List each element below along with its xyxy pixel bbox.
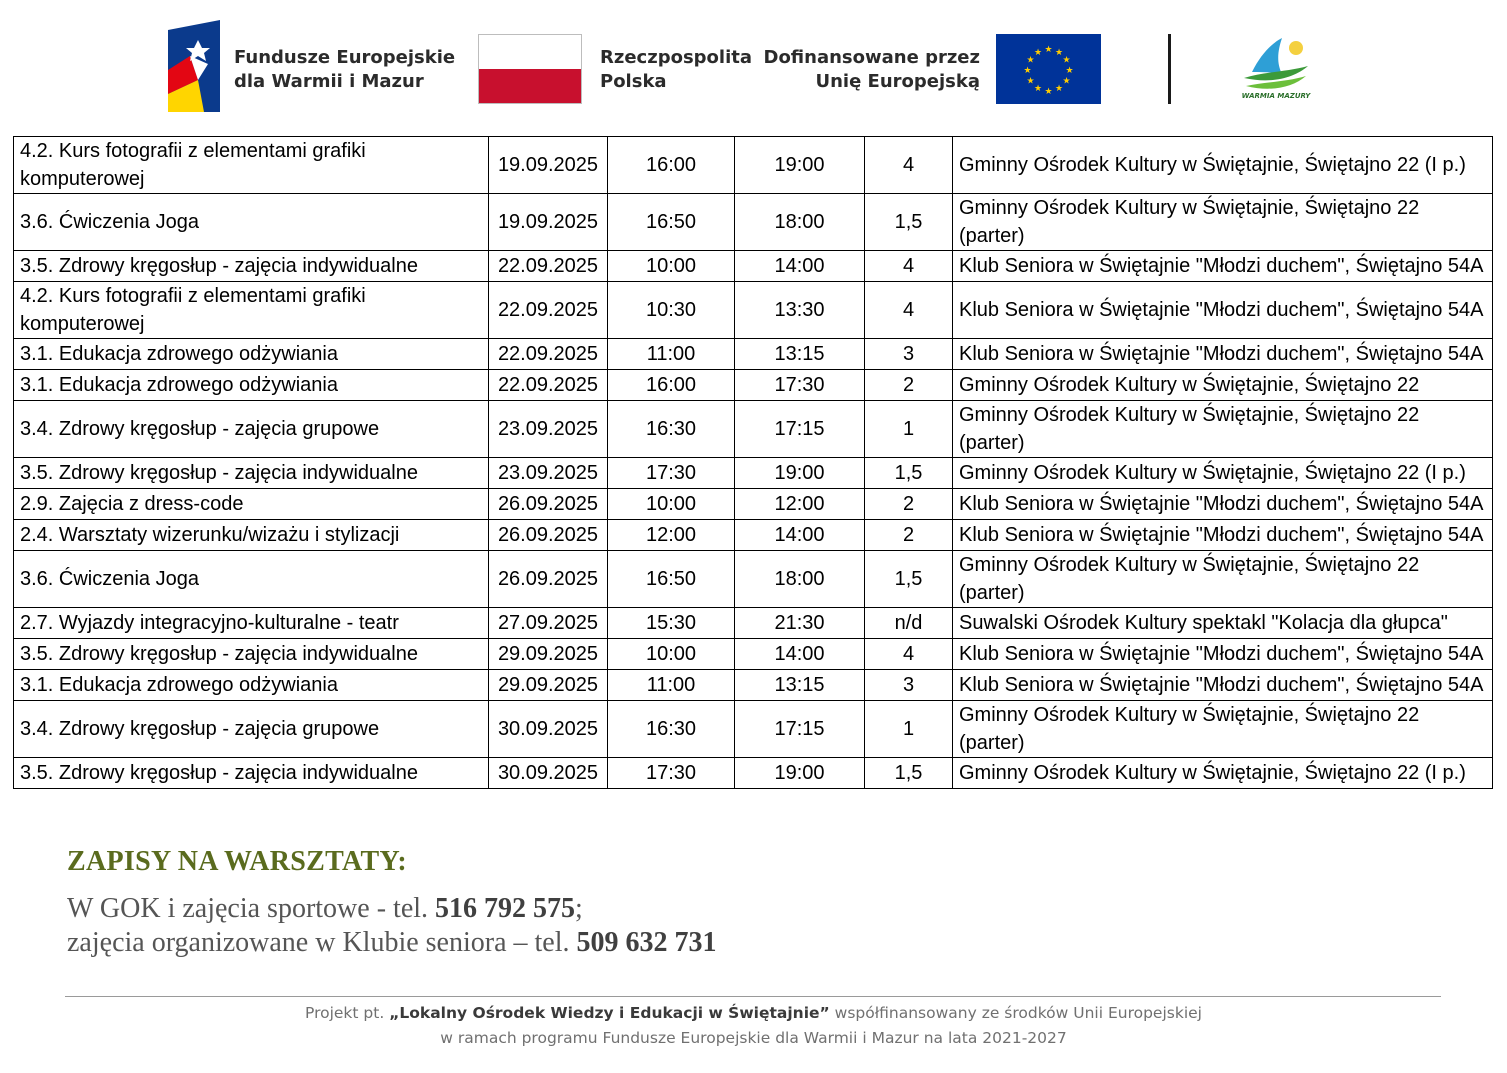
hours-cell: n/d (865, 608, 953, 639)
schedule-table-body (14, 137, 1493, 789)
activity-name-cell: 3.5. Zdrowy kręgosłup - zajęcia indywidualne (14, 639, 489, 670)
table-row (14, 520, 1493, 551)
activity-name-cell: 2.7. Wyjazdy integracyjno-kulturalne - teatr (14, 608, 489, 639)
signup-line-club-text: zajęcia organizowane w Klubie seniora – tel. (67, 927, 577, 958)
start-time-cell: 10:00 (608, 639, 735, 670)
signup-line-gok (67, 892, 717, 926)
location-cell: Klub Seniora w Świętajnie "Młodzi duchem", Świętajno 54A (953, 489, 1493, 520)
date-cell: 19.09.2025 (489, 194, 608, 251)
date-cell: 22.09.2025 (489, 370, 608, 401)
table-row (14, 370, 1493, 401)
start-time-cell: 16:30 (608, 401, 735, 458)
svg-text:★: ★ (1062, 55, 1071, 66)
table-row (14, 251, 1493, 282)
club-phone-number: 509 632 731 (576, 927, 717, 958)
end-time-cell: 18:00 (735, 194, 865, 251)
hours-cell: 2 (865, 370, 953, 401)
start-time-cell: 17:30 (608, 758, 735, 789)
location-cell: Klub Seniora w Świętajnie "Młodzi duchem", Świętajno 54A (953, 520, 1493, 551)
signup-title: ZAPISY NA WARSZTATY: (67, 846, 408, 877)
warmia-mazury-logo (1238, 32, 1314, 106)
location-cell: Klub Seniora w Świętajnie "Młodzi duchem", Świętajno 54A (953, 251, 1493, 282)
date-cell: 22.09.2025 (489, 251, 608, 282)
location-cell: Klub Seniora w Świętajnie "Młodzi duchem", Świętajno 54A (953, 639, 1493, 670)
svg-text:★: ★ (1033, 84, 1043, 94)
signup-line-gok-end: ; (575, 893, 583, 924)
hours-cell: 1 (865, 701, 953, 758)
signup-line-club (67, 926, 717, 960)
hours-cell: 3 (865, 670, 953, 701)
date-cell: 30.09.2025 (489, 701, 608, 758)
location-cell: Klub Seniora w Świętajnie "Młodzi duchem", Świętajno 54A (953, 339, 1493, 370)
table-row (14, 194, 1493, 251)
end-time-cell: 17:15 (735, 401, 865, 458)
end-time-cell: 19:00 (735, 137, 865, 194)
logo-bar (0, 0, 1507, 130)
end-time-cell: 14:00 (735, 639, 865, 670)
date-cell: 30.09.2025 (489, 758, 608, 789)
date-cell: 29.09.2025 (489, 639, 608, 670)
end-time-cell: 12:00 (735, 489, 865, 520)
table-row (14, 282, 1493, 339)
hours-cell: 4 (865, 251, 953, 282)
end-time-cell: 14:00 (735, 520, 865, 551)
warmia-mazury-logo-text: WARMIA MAZURY (1241, 92, 1311, 100)
hours-cell: 1 (865, 401, 953, 458)
hours-cell: 1,5 (865, 551, 953, 608)
hours-cell: 4 (865, 282, 953, 339)
start-time-cell: 16:30 (608, 701, 735, 758)
footer-project-name: „Lokalny Ośrodek Wiedzy i Edukacji w Świętajnie” (389, 1004, 830, 1022)
footer-divider (65, 996, 1441, 997)
table-row (14, 551, 1493, 608)
start-time-cell: 17:30 (608, 458, 735, 489)
svg-text:★: ★ (1062, 76, 1071, 87)
date-cell: 27.09.2025 (489, 608, 608, 639)
svg-text:★: ★ (1026, 55, 1035, 66)
eu-flag-icon (996, 34, 1101, 104)
date-cell: 26.09.2025 (489, 551, 608, 608)
hours-cell: 4 (865, 639, 953, 670)
date-cell: 22.09.2025 (489, 282, 608, 339)
fe-logo-line2: dla Warmii i Mazur (234, 71, 424, 92)
signup-line-gok-text: W GOK i zajęcia sportowe - tel. (67, 893, 436, 924)
date-cell: 26.09.2025 (489, 489, 608, 520)
activity-name-cell: 3.6. Ćwiczenia Joga (14, 551, 489, 608)
location-cell: Klub Seniora w Świętajnie "Młodzi duchem", Świętajno 54A (953, 282, 1493, 339)
start-time-cell: 16:50 (608, 194, 735, 251)
svg-text:★: ★ (1054, 48, 1064, 58)
activity-name-cell: 2.4. Warsztaty wizerunku/wizażu i stylizacji (14, 520, 489, 551)
table-row (14, 639, 1493, 670)
footer-prefix: Projekt pt. (305, 1004, 390, 1022)
svg-text:★: ★ (1023, 66, 1032, 76)
location-cell: Gminny Ośrodek Kultury w Świętajnie, Świętajno 22 (953, 370, 1493, 401)
signup-contact-info (67, 892, 717, 960)
location-cell: Gminny Ośrodek Kultury w Świętajnie, Świętajno 22 (parter) (953, 551, 1493, 608)
date-cell: 23.09.2025 (489, 401, 608, 458)
end-time-cell: 18:00 (735, 551, 865, 608)
table-row (14, 701, 1493, 758)
end-time-cell: 19:00 (735, 758, 865, 789)
table-row (14, 608, 1493, 639)
activity-name-cell: 3.1. Edukacja zdrowego odżywiania (14, 339, 489, 370)
date-cell: 19.09.2025 (489, 137, 608, 194)
hours-cell: 3 (865, 339, 953, 370)
start-time-cell: 10:00 (608, 251, 735, 282)
footer (0, 1001, 1507, 1051)
hours-cell: 1,5 (865, 194, 953, 251)
activity-name-cell: 4.2. Kurs fotografii z elementami grafiki komputerowej (14, 282, 489, 339)
start-time-cell: 16:50 (608, 551, 735, 608)
pl-logo-line2: Polska (600, 71, 667, 92)
start-time-cell: 15:30 (608, 608, 735, 639)
svg-text:★: ★ (1054, 84, 1064, 94)
start-time-cell: 11:00 (608, 339, 735, 370)
eu-logo-text (760, 46, 980, 94)
location-cell: Gminny Ośrodek Kultury w Świętajnie, Świętajno 22 (I p.) (953, 458, 1493, 489)
hours-cell: 2 (865, 489, 953, 520)
end-time-cell: 17:30 (735, 370, 865, 401)
schedule-table (13, 136, 1493, 789)
location-cell: Gminny Ośrodek Kultury w Świętajnie, Świętajno 22 (I p.) (953, 758, 1493, 789)
hours-cell: 4 (865, 137, 953, 194)
end-time-cell: 21:30 (735, 608, 865, 639)
table-row (14, 489, 1493, 520)
table-row (14, 339, 1493, 370)
activity-name-cell: 2.9. Zajęcia z dress-code (14, 489, 489, 520)
end-time-cell: 19:00 (735, 458, 865, 489)
date-cell: 26.09.2025 (489, 520, 608, 551)
date-cell: 29.09.2025 (489, 670, 608, 701)
activity-name-cell: 3.4. Zdrowy kręgosłup - zajęcia grupowe (14, 701, 489, 758)
table-row (14, 137, 1493, 194)
start-time-cell: 16:00 (608, 370, 735, 401)
fundusze-europejskie-logo (168, 20, 220, 112)
pl-logo-line1: Rzeczpospolita (600, 47, 752, 68)
footer-line1 (0, 1001, 1507, 1026)
table-row (14, 458, 1493, 489)
activity-name-cell: 3.5. Zdrowy kręgosłup - zajęcia indywidualne (14, 758, 489, 789)
svg-text:★: ★ (1026, 76, 1035, 87)
table-row (14, 401, 1493, 458)
location-cell: Gminny Ośrodek Kultury w Świętajnie, Świętajno 22 (parter) (953, 701, 1493, 758)
end-time-cell: 17:15 (735, 701, 865, 758)
polish-flag-icon (478, 34, 582, 104)
hours-cell: 1,5 (865, 758, 953, 789)
table-row (14, 758, 1493, 789)
footer-suffix: współfinansowany ze środków Unii Europejskiej (829, 1004, 1202, 1022)
activity-name-cell: 3.1. Edukacja zdrowego odżywiania (14, 670, 489, 701)
end-time-cell: 13:15 (735, 339, 865, 370)
activity-name-cell: 3.4. Zdrowy kręgosłup - zajęcia grupowe (14, 401, 489, 458)
end-time-cell: 13:30 (735, 282, 865, 339)
logo-separator (1168, 34, 1171, 104)
location-cell: Klub Seniora w Świętajnie "Młodzi duchem", Świętajno 54A (953, 670, 1493, 701)
date-cell: 22.09.2025 (489, 339, 608, 370)
hours-cell: 2 (865, 520, 953, 551)
activity-name-cell: 3.5. Zdrowy kręgosłup - zajęcia indywidualne (14, 458, 489, 489)
eu-logo-line2: Unię Europejską (815, 71, 980, 92)
footer-line2: w ramach programu Fundusze Europejskie dla Warmii i Mazur na lata 2021-2027 (440, 1029, 1067, 1047)
end-time-cell: 14:00 (735, 251, 865, 282)
start-time-cell: 11:00 (608, 670, 735, 701)
fe-logo-line1: Fundusze Europejskie (234, 47, 456, 68)
start-time-cell: 12:00 (608, 520, 735, 551)
svg-text:★: ★ (1033, 48, 1043, 58)
start-time-cell: 16:00 (608, 137, 735, 194)
svg-text:★: ★ (1044, 87, 1053, 97)
eu-logo-line1: Dofinansowane przez (763, 47, 980, 68)
table-row (14, 670, 1493, 701)
svg-text:★: ★ (1044, 45, 1053, 55)
location-cell: Suwalski Ośrodek Kultury spektakl "Kolacja dla głupca" (953, 608, 1493, 639)
start-time-cell: 10:00 (608, 489, 735, 520)
activity-name-cell: 3.6. Ćwiczenia Joga (14, 194, 489, 251)
activity-name-cell: 3.1. Edukacja zdrowego odżywiania (14, 370, 489, 401)
hours-cell: 1,5 (865, 458, 953, 489)
activity-name-cell: 4.2. Kurs fotografii z elementami grafiki komputerowej (14, 137, 489, 194)
end-time-cell: 13:15 (735, 670, 865, 701)
location-cell: Gminny Ośrodek Kultury w Świętajnie, Świętajno 22 (parter) (953, 194, 1493, 251)
pl-logo-text (600, 46, 752, 94)
start-time-cell: 10:30 (608, 282, 735, 339)
location-cell: Gminny Ośrodek Kultury w Świętajnie, Świętajno 22 (parter) (953, 401, 1493, 458)
activity-name-cell: 3.5. Zdrowy kręgosłup - zajęcia indywidualne (14, 251, 489, 282)
gok-phone-number: 516 792 575 (435, 893, 576, 924)
svg-text:★: ★ (1065, 66, 1074, 76)
location-cell: Gminny Ośrodek Kultury w Świętajnie, Świętajno 22 (I p.) (953, 137, 1493, 194)
date-cell: 23.09.2025 (489, 458, 608, 489)
fe-logo-text (234, 46, 455, 94)
